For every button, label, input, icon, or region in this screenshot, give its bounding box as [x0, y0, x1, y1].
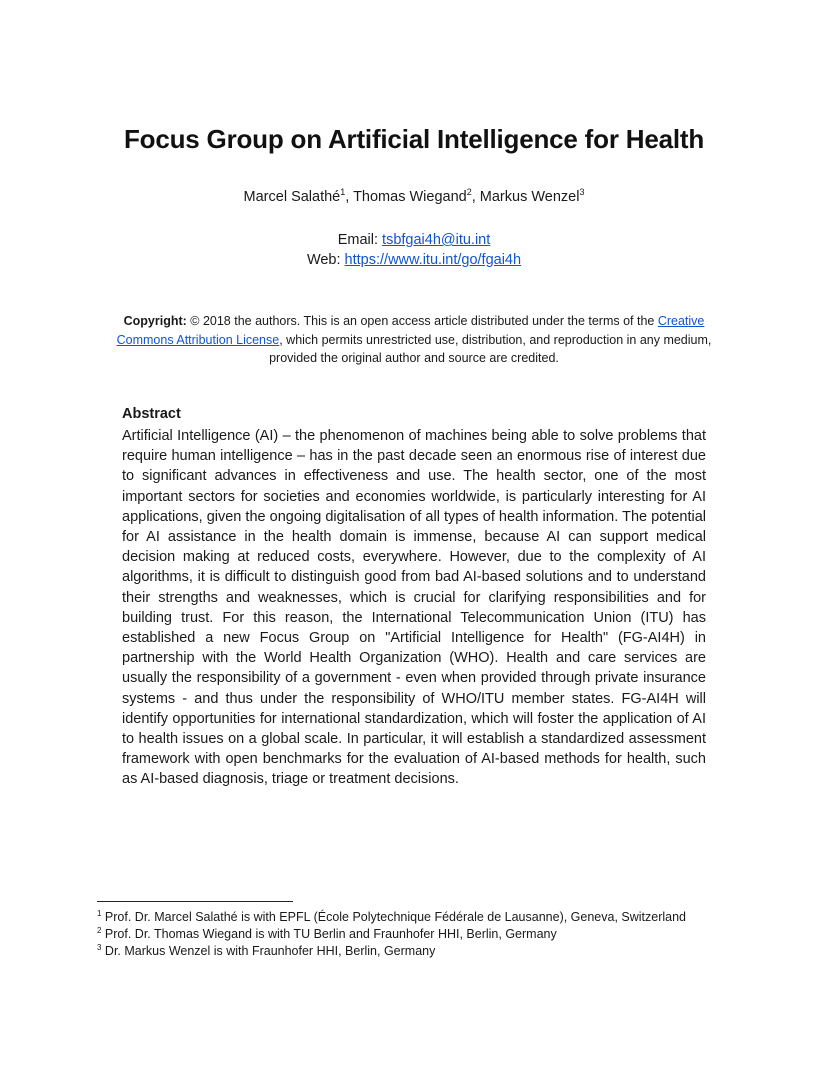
author-footnote-mark: 3: [579, 187, 585, 198]
footnote-text: Dr. Markus Wenzel is with Fraunhofer HHI, Berlin, Germany: [101, 944, 436, 958]
footnote-divider: [97, 901, 293, 902]
abstract-heading: Abstract: [122, 406, 181, 422]
abstract-body: Artificial Intelligence (AI) – the phenomenon of machines being able to solve problems that require human intelligence – has in the past decade seen an enormous rise of interest due to significant advances in effectiveness and use. The health sector, one of the most important sectors for societies and economies worldwide, is particularly interesting for AI applications, given the ongoing digitalisation of all types of health information. The potential for AI assistance in the health domain is immense, because AI can support medical decision making at reduced costs, everywhere. However, due to the complexity of AI algorithms, it is difficult to distinguish good from bad AI-based solutions and to understand their strengths and weaknesses, which is crucial for clarifying responsibilities and for building trust. For this reason, the International Telecommunication Union (ITU) has established a new Focus Group on "Artificial Intelligence for Health" (FG-AI4H) in partnership with the World Health Organization (WHO). Health and care services are usually the responsibility of a government - even when provided through private insurance systems - and thus under the responsibility of WHO/ITU member states. FG-AI4H will identify opportunities for international standardization, which will foster the application of AI to health issues on a global scale. In particular, it will establish a standardized assessment framework with open benchmarks for the evaluation of AI-based methods for health, such as AI-based diagnosis, triage or treatment decisions.: [122, 428, 706, 788]
paper-title: Focus Group on Artificial Intelligence for Health: [123, 124, 705, 154]
author-separator: ,: [345, 189, 354, 205]
footnote-mark: 1: [97, 908, 102, 918]
footnote-mark: 2: [97, 925, 102, 935]
web-line: [60, 250, 768, 270]
footnote-item: [97, 943, 687, 960]
author-line: [60, 189, 768, 205]
author-name: Thomas Wiegand: [353, 189, 467, 205]
email-line: [60, 230, 768, 250]
footnote-text: Prof. Dr. Marcel Salathé is with EPFL (École Polytechnique Fédérale de Lausanne), Geneva, Switzerland: [101, 910, 687, 924]
email-label: Email:: [337, 232, 383, 248]
author-separator: ,: [471, 189, 480, 205]
footnote-mark: 3: [97, 942, 102, 952]
author-footnote-mark: 2: [466, 187, 472, 198]
footnotes: [97, 909, 687, 960]
license-link[interactable]: Creative Commons Attribution License: [116, 314, 705, 347]
footnote-item: [97, 909, 687, 926]
copyright-text-end: , which permits unrestricted use, distribution, and reproduction in any medium, provided the original author and source are credited.: [269, 332, 712, 365]
copyright-text: © 2018 the authors. This is an open access article distributed under the terms of the: [186, 314, 658, 328]
author-name: Markus Wenzel: [479, 189, 580, 205]
web-link[interactable]: https://www.itu.int/go/fgai4h: [344, 252, 522, 268]
footnote-item: [97, 926, 687, 943]
author-name: Marcel Salathé: [243, 189, 341, 205]
footnote-text: Prof. Dr. Thomas Wiegand is with TU Berlin and Fraunhofer HHI, Berlin, Germany: [101, 927, 557, 941]
copyright-label: Copyright:: [123, 314, 187, 328]
email-link[interactable]: tsbfgai4h@itu.int: [382, 232, 491, 248]
contact-block: [60, 230, 768, 270]
author-footnote-mark: 1: [340, 187, 346, 198]
web-label: Web:: [306, 252, 345, 268]
copyright-notice: [110, 312, 718, 368]
